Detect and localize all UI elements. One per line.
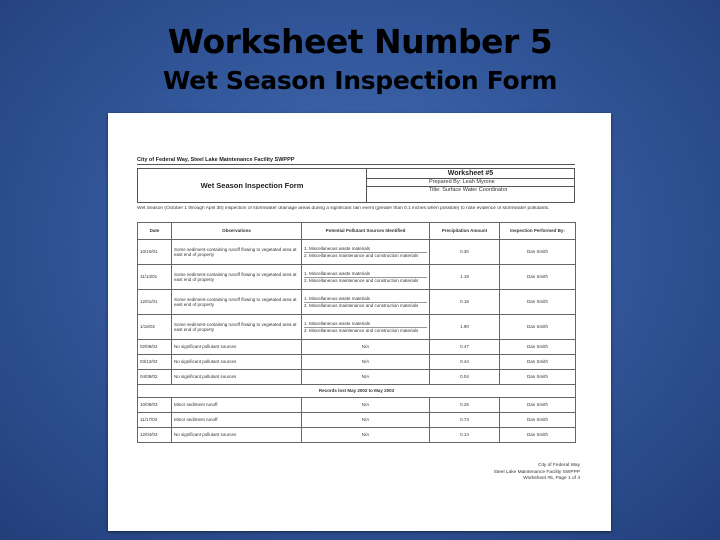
- slide-title: Worksheet Number 5: [167, 22, 553, 61]
- table-row: [138, 398, 576, 413]
- table-row: [138, 315, 576, 340]
- records-lost-row: [138, 385, 576, 398]
- records-lost-note: Records lost May 2002 to May 2003: [138, 385, 576, 398]
- worksheet-info: [367, 169, 574, 202]
- column-header-precipitation: Precipitation Amount: [430, 223, 500, 240]
- footer-line: City of Federal Way: [538, 463, 580, 468]
- column-header-date: Date: [138, 223, 172, 240]
- cell-observations: Some sediment-containing runoff flowing to vegetated area at east end of property: [172, 265, 302, 290]
- cell-observations: Some sediment-containing runoff flowing to vegetated area at east end of property: [172, 290, 302, 315]
- cell-pollutants: [302, 265, 430, 290]
- form-title: Wet Season Inspection Form: [138, 169, 367, 202]
- cell-precipitation: 0.44: [430, 355, 500, 370]
- table-row: [138, 413, 576, 428]
- pollutant-item: N/A: [361, 374, 370, 380]
- cell-observations: Some sediment-containing runoff flowing to vegetated area at east end of property: [172, 240, 302, 265]
- cell-pollutants: [302, 428, 430, 443]
- cell-inspector: Dan Smith: [500, 265, 576, 290]
- cell-date: 12/01/01: [138, 290, 172, 315]
- document-footer: [494, 463, 580, 483]
- cell-precipitation: 1.90: [430, 315, 500, 340]
- cell-precipitation: 0.18: [430, 290, 500, 315]
- pollutant-item: 1. Miscellaneous waste materials: [304, 271, 427, 278]
- cell-inspector: Dan Smith: [500, 355, 576, 370]
- cell-date: 04/08/02: [138, 370, 172, 385]
- cell-inspector: Dan Smith: [500, 428, 576, 443]
- cell-date: 02/08/02: [138, 340, 172, 355]
- cell-precipitation: 0.30: [430, 240, 500, 265]
- cell-inspector: Dan Smith: [500, 398, 576, 413]
- cell-pollutants: [302, 340, 430, 355]
- worksheet-label: Worksheet #5: [367, 169, 574, 179]
- inspection-table: [137, 222, 576, 443]
- table-row: [138, 240, 576, 265]
- facility-header: City of Federal Way, Steel Lake Maintenance Facility SWPPP: [137, 157, 575, 165]
- pollutant-item: 2. Miscellaneous maintenance and construction materials: [304, 277, 419, 283]
- inspection-table-body: [138, 240, 576, 443]
- cell-date: 03/12/02: [138, 355, 172, 370]
- cell-inspector: Dan Smith: [500, 290, 576, 315]
- table-row: [138, 265, 576, 290]
- cell-observations: No significant pollutant sources: [172, 355, 302, 370]
- cell-precipitation: 0.14: [430, 428, 500, 443]
- pollutant-item: N/A: [361, 432, 370, 438]
- pollutant-item: 1. Miscellaneous waste materials: [304, 321, 427, 328]
- cell-precipitation: 0.73: [430, 413, 500, 428]
- cell-date: 1/18/02: [138, 315, 172, 340]
- cell-pollutants: [302, 413, 430, 428]
- cell-date: 11/17/03: [138, 413, 172, 428]
- cell-precipitation: 0.47: [430, 340, 500, 355]
- pollutant-item: N/A: [361, 344, 370, 350]
- footer-line: Steel Lake Maintenance Facility SWPPP: [493, 469, 580, 475]
- cell-observations: Minor sediment runoff: [172, 413, 302, 428]
- table-row: [138, 340, 576, 355]
- pollutant-item: 2. Miscellaneous maintenance and construction materials: [304, 252, 419, 258]
- cell-observations: No significant pollutant sources: [172, 428, 302, 443]
- cell-pollutants: [302, 315, 430, 340]
- pollutant-item: N/A: [361, 417, 370, 423]
- cell-date: 12/04/03: [138, 428, 172, 443]
- footer-line: Worksheet #5, Page 1 of 4: [523, 476, 580, 481]
- pollutant-item: 2. Miscellaneous maintenance and construction materials: [304, 327, 419, 333]
- column-header-inspector: Inspection Performed By:: [500, 223, 576, 240]
- title-line: Title: Surface Water Coordinator: [429, 187, 508, 193]
- pollutant-item: 1. Miscellaneous waste materials: [304, 246, 427, 253]
- column-header-pollutants: Potential Pollutant Sources Identified: [302, 223, 430, 240]
- worksheet-image: [108, 113, 611, 531]
- cell-pollutants: [302, 370, 430, 385]
- inspection-description: Wet Season (October 1 through April 30) inspection of stormwater drainage areas during a significant rain event (greater than 0.1 inches when possible) to note evidence of stormwater pollutants.: [137, 206, 550, 211]
- cell-inspector: Dan Smith: [500, 413, 576, 428]
- cell-date: 11/13/01: [138, 265, 172, 290]
- pollutant-item: 1. Miscellaneous waste materials: [304, 296, 427, 303]
- pollutant-item: N/A: [361, 359, 370, 365]
- cell-date: 10/10/01: [138, 240, 172, 265]
- cell-inspector: Dan Smith: [500, 240, 576, 265]
- cell-pollutants: [302, 398, 430, 413]
- cell-pollutants: [302, 355, 430, 370]
- cell-pollutants: [302, 240, 430, 265]
- cell-inspector: Dan Smith: [500, 340, 576, 355]
- column-header-observations: Observations: [172, 223, 302, 240]
- cell-pollutants: [302, 290, 430, 315]
- cell-observations: No significant pollutant sources: [172, 340, 302, 355]
- table-row: [138, 370, 576, 385]
- cell-observations: Some sediment-containing runoff flowing to vegetated area at east end of property: [172, 315, 302, 340]
- pollutant-item: N/A: [361, 402, 370, 408]
- cell-inspector: Dan Smith: [500, 370, 576, 385]
- table-row: [138, 355, 576, 370]
- cell-precipitation: 1.19: [430, 265, 500, 290]
- slide-subtitle: Wet Season Inspection Form: [162, 66, 558, 95]
- form-header-box: [137, 168, 575, 203]
- cell-precipitation: 0.26: [430, 398, 500, 413]
- prepared-by: Prepared By: Leah Myrone: [367, 179, 574, 187]
- pollutant-item: 2. Miscellaneous maintenance and construction materials: [304, 302, 419, 308]
- cell-observations: No significant pollutant sources: [172, 370, 302, 385]
- cell-precipitation: 0.04: [430, 370, 500, 385]
- cell-observations: Minor sediment runoff: [172, 398, 302, 413]
- cell-date: 10/08/03: [138, 398, 172, 413]
- table-row: [138, 428, 576, 443]
- cell-inspector: Dan Smith: [500, 315, 576, 340]
- table-row: [138, 290, 576, 315]
